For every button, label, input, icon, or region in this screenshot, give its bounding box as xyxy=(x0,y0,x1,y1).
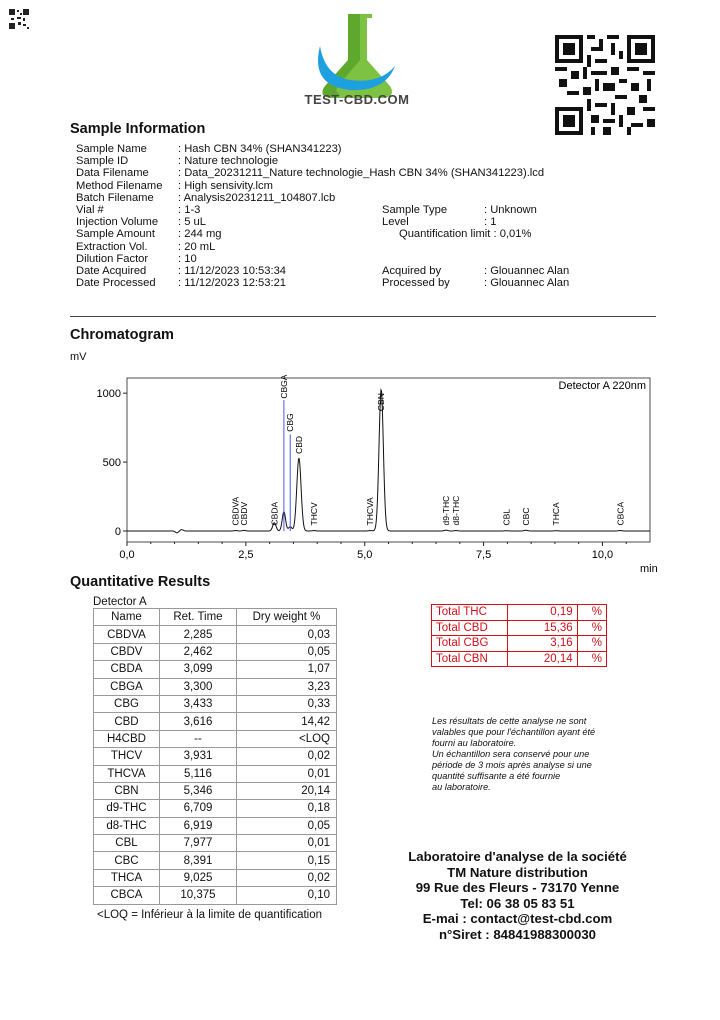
dry-weight: 0,02 xyxy=(236,748,336,765)
note-line: période de 3 mois après analyse si une xyxy=(432,760,592,770)
note-line: fourni au laboratoire. xyxy=(432,738,517,748)
column-header: Ret. Time xyxy=(159,609,236,626)
y-tick-label: 500 xyxy=(102,457,121,470)
table-row xyxy=(94,626,337,643)
compound-name: CBG xyxy=(94,695,160,712)
peak-label: CBGA xyxy=(278,374,289,399)
logo-text: TEST-CBD.COM xyxy=(304,92,410,107)
info-value: : 1-3 xyxy=(178,204,201,216)
table-header-row xyxy=(94,609,337,626)
note-line: Un échantillon sera conservé pour une xyxy=(432,749,590,759)
processed-by-value: : Glouannec Alan xyxy=(484,277,570,290)
retention-time: 3,433 xyxy=(159,695,236,712)
total-unit: % xyxy=(577,605,606,621)
quant-results-table xyxy=(93,608,337,905)
column-header: Dry weight % xyxy=(236,609,336,626)
retention-time: 5,116 xyxy=(159,765,236,782)
info-label: Method Filename xyxy=(76,179,163,192)
signal-trace xyxy=(127,390,650,533)
compound-name: CBD xyxy=(94,713,160,730)
dry-weight: 20,14 xyxy=(236,782,336,799)
peak-label: CBDA xyxy=(269,501,280,526)
dry-weight: 0,10 xyxy=(236,887,336,904)
compound-name: H4CBD xyxy=(94,730,160,747)
table-row xyxy=(94,869,337,886)
total-label: Total CBG xyxy=(432,636,508,652)
quant-limit: Quantification limit : 0,01% xyxy=(399,228,532,241)
note-line: Les résultats de cette analyse ne sont xyxy=(432,716,587,726)
total-row xyxy=(432,605,607,621)
total-row xyxy=(432,651,607,667)
peak-label: THCVA xyxy=(365,497,376,526)
note-line: quantité suffisante a été fournie xyxy=(432,771,561,781)
peak-label: THCA xyxy=(551,502,562,526)
x-axis-unit: min xyxy=(640,563,658,575)
info-value: : Hash CBN 34% (SHAN341223) xyxy=(178,143,342,155)
retention-time: 3,300 xyxy=(159,678,236,695)
peak-label: CBC xyxy=(520,507,531,526)
retention-time: -- xyxy=(159,730,236,747)
total-value: 20,14 xyxy=(507,651,577,667)
x-tick-label: 0,0 xyxy=(119,549,135,561)
compound-name: THCA xyxy=(94,869,160,886)
retention-time: 3,931 xyxy=(159,748,236,765)
info-label: Data Filename xyxy=(76,167,149,180)
info-label: Batch Filename xyxy=(76,191,154,204)
plot-frame xyxy=(127,378,650,542)
info-value: : 11/12/2023 10:53:34 xyxy=(178,265,287,277)
info-label: Sample Amount xyxy=(76,228,155,241)
sample-type-value: : Unknown xyxy=(484,204,537,216)
compound-name: CBCA xyxy=(94,887,160,904)
dry-weight: 0,33 xyxy=(236,695,336,712)
sample-type-label: Sample Type xyxy=(382,204,448,216)
info-label: Vial # xyxy=(76,204,104,216)
retention-time: 6,919 xyxy=(159,817,236,834)
level-label: Level xyxy=(382,216,409,229)
info-label: Sample Name xyxy=(76,143,147,155)
retention-time: 5,346 xyxy=(159,782,236,799)
total-unit: % xyxy=(577,636,606,652)
compound-name: CBGA xyxy=(94,678,160,695)
acquired-by-value: : Glouannec Alan xyxy=(484,265,570,277)
total-row xyxy=(432,636,607,652)
table-row xyxy=(94,661,337,678)
x-tick-label: 10,0 xyxy=(591,549,614,561)
dry-weight: 14,42 xyxy=(236,713,336,730)
compound-name: d9-THC xyxy=(94,800,160,817)
dry-weight: 0,18 xyxy=(236,800,336,817)
retention-time: 3,099 xyxy=(159,661,236,678)
retention-time: 2,285 xyxy=(159,626,236,643)
info-value: : 244 mg xyxy=(178,228,222,241)
x-tick-label: 2,5 xyxy=(238,549,254,561)
dry-weight: 3,23 xyxy=(236,678,336,695)
peak-label: CBL xyxy=(501,508,512,526)
dry-weight: 0,01 xyxy=(236,765,336,782)
lab-line: TM Nature distribution xyxy=(447,864,588,880)
peak-label: CBDVA xyxy=(230,496,241,526)
info-value: : Nature technologie xyxy=(178,155,279,168)
peak-label: CBDV xyxy=(239,501,250,526)
retention-time: 8,391 xyxy=(159,852,236,869)
info-label: Extraction Vol. xyxy=(76,240,148,253)
compound-name: CBN xyxy=(94,782,160,799)
table-row xyxy=(94,713,337,730)
disclaimer-note xyxy=(432,716,662,793)
chromatogram-chart xyxy=(0,370,720,580)
chromatogram-title: Chromatogram xyxy=(70,327,174,343)
info-value: : 10 xyxy=(178,252,197,265)
peak-label: CBG xyxy=(285,413,296,432)
level-value: : 1 xyxy=(484,216,497,229)
total-label: Total CBD xyxy=(432,620,508,636)
note-line: valables que pour l'échantillon ayant été xyxy=(432,727,596,737)
peak-label: d9-THC xyxy=(440,495,451,526)
peak-label: CBN xyxy=(376,393,387,412)
compound-name: d8-THC xyxy=(94,817,160,834)
table-row xyxy=(94,748,337,765)
dry-weight: 0,15 xyxy=(236,852,336,869)
total-row xyxy=(432,620,607,636)
dry-weight: 0,03 xyxy=(236,626,336,643)
table-row xyxy=(94,643,337,660)
compound-name: THCV xyxy=(94,748,160,765)
retention-time: 2,462 xyxy=(159,643,236,660)
table-row xyxy=(94,730,337,747)
lab-line: E-mai : contact@test-cbd.com xyxy=(422,911,613,927)
totals-table xyxy=(431,604,607,667)
x-tick-label: 5,0 xyxy=(357,549,373,561)
y-tick-label: 1000 xyxy=(96,388,121,401)
table-row xyxy=(94,695,337,712)
y-tick-label: 0 xyxy=(114,525,121,538)
info-value: : 11/12/2023 12:53:21 xyxy=(178,277,287,290)
retention-time: 7,977 xyxy=(159,835,236,852)
dry-weight: 0,02 xyxy=(236,869,336,886)
table-row xyxy=(94,782,337,799)
info-label: Date Processed xyxy=(76,277,156,290)
total-label: Total THC xyxy=(432,605,508,621)
lab-contact-block xyxy=(385,849,650,943)
sample-info-right xyxy=(382,204,662,294)
quant-detector: Detector A xyxy=(93,596,147,608)
info-value: : High sensivity.lcm xyxy=(178,179,273,192)
section-divider xyxy=(70,316,656,317)
retention-time: 3,616 xyxy=(159,713,236,730)
note-line: au laboratoire. xyxy=(432,782,491,792)
info-label: Date Acquired xyxy=(76,265,147,277)
info-label: Injection Volume xyxy=(76,216,159,229)
table-row xyxy=(94,678,337,695)
peak-label: CBD xyxy=(293,435,304,454)
dry-weight: 0,05 xyxy=(236,817,336,834)
table-row xyxy=(94,765,337,782)
retention-time: 9,025 xyxy=(159,869,236,886)
compound-name: CBC xyxy=(94,852,160,869)
info-value: : Analysis20231211_104807.lcb xyxy=(178,191,336,204)
info-value: : 5 uL xyxy=(178,216,206,229)
compound-name: CBDA xyxy=(94,661,160,678)
peak-label: d8-THC xyxy=(450,495,461,526)
peak-label: THCV xyxy=(308,502,319,526)
total-value: 15,36 xyxy=(507,620,577,636)
column-header: Name xyxy=(94,609,160,626)
table-row xyxy=(94,817,337,834)
lab-line: Laboratoire d'analyse de la société xyxy=(408,849,627,864)
info-value: : 20 mL xyxy=(178,240,216,253)
peak-label: CBCA xyxy=(615,501,626,526)
compound-name: CBL xyxy=(94,835,160,852)
table-row xyxy=(94,800,337,817)
lab-line: 99 Rue des Fleurs - 73170 Yenne xyxy=(415,880,620,896)
y-axis-unit: mV xyxy=(70,351,87,363)
table-row xyxy=(94,852,337,869)
total-label: Total CBN xyxy=(432,651,508,667)
total-unit: % xyxy=(577,620,606,636)
info-value: : Data_20231211_Nature technologie_Hash CBN 34% (SHAN341223).lcd xyxy=(178,167,545,180)
table-row xyxy=(94,835,337,852)
dry-weight: 1,07 xyxy=(236,661,336,678)
compound-name: THCVA xyxy=(94,765,160,782)
dry-weight: <LOQ xyxy=(236,730,336,747)
detector-label: Detector A 220nm xyxy=(558,380,646,392)
compound-name: CBDV xyxy=(94,643,160,660)
total-value: 0,19 xyxy=(507,605,577,621)
small-qr-code-icon xyxy=(8,8,30,30)
x-tick-label: 7,5 xyxy=(475,549,492,561)
retention-time: 6,709 xyxy=(159,800,236,817)
retention-time: 10,375 xyxy=(159,887,236,904)
info-label: Dilution Factor xyxy=(76,252,149,265)
loq-note: <LOQ = Inférieur à la limite de quantification xyxy=(97,909,323,921)
lab-line: Tel: 06 38 05 83 51 xyxy=(460,895,575,911)
processed-by-label: Processed by xyxy=(382,277,450,290)
lab-line: n°Siret : 84841988300030 xyxy=(438,926,597,942)
sample-info-title: Sample Information xyxy=(70,121,206,137)
dry-weight: 0,05 xyxy=(236,643,336,660)
acquired-by-label: Acquired by xyxy=(382,265,442,277)
table-row xyxy=(94,887,337,904)
info-label: Sample ID xyxy=(76,155,129,168)
quant-results-title: Quantitative Results xyxy=(70,574,211,590)
dry-weight: 0,01 xyxy=(236,835,336,852)
compound-name: CBDVA xyxy=(94,626,160,643)
total-value: 3,16 xyxy=(507,636,577,652)
total-unit: % xyxy=(577,651,606,667)
qr-code-icon xyxy=(555,35,655,135)
